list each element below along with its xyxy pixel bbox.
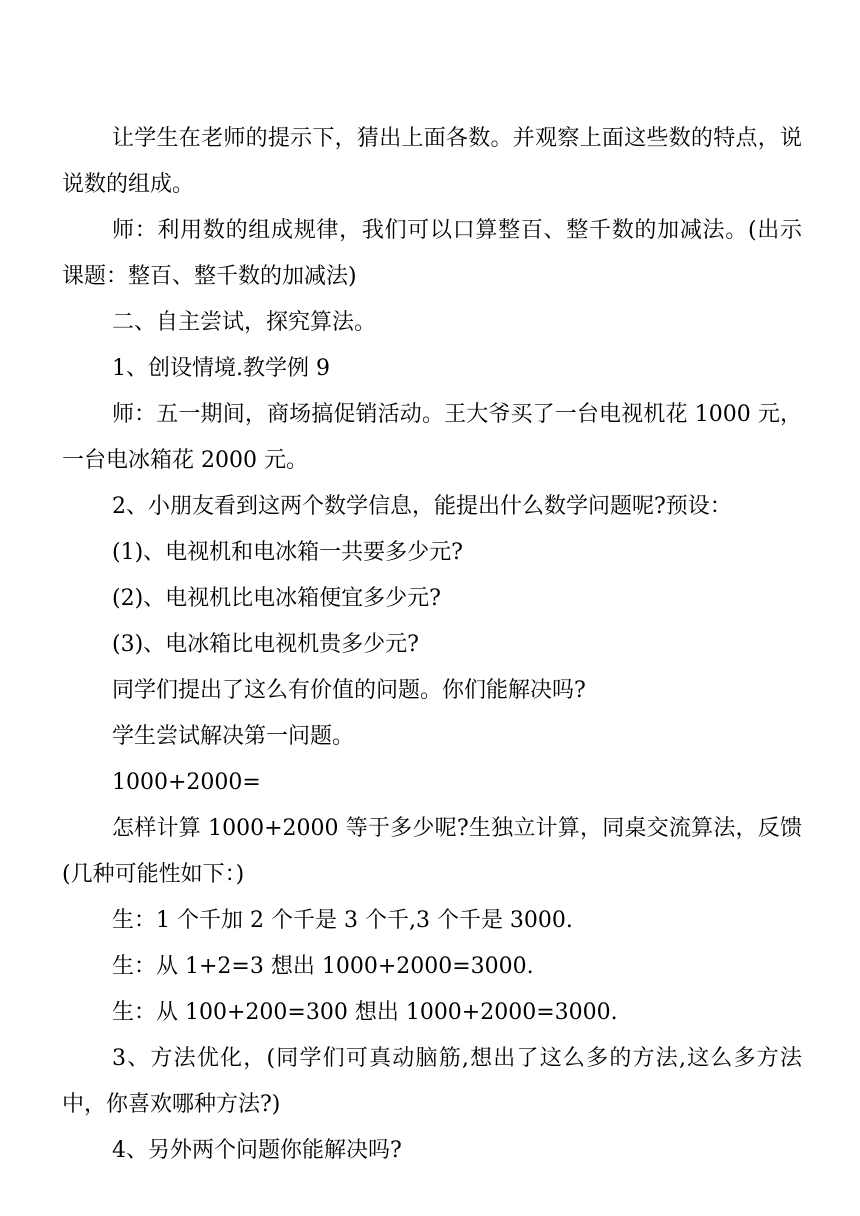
paragraph-how: 怎样计算 1000+2000 等于多少呢?生独立计算，同桌交流算法，反馈(几种可能性如下：) [62,816,802,887]
equation: 1000+2000= [112,770,261,795]
section-heading: 二、自主尝试，探究算法。 [112,310,377,335]
question-1: (1)、电视机和电冰箱一共要多少元? [112,540,463,565]
student-answer-3: 生：从 100+200=300 想出 1000+2000=3000. [112,1000,618,1025]
paragraph-scenario: 师：五一期间，商场搞促销活动。王大爷买了一台电视机花 1000 元，一台电冰箱花 2000 元。 [62,402,802,473]
student-answer-1: 生：1 个千加 2 个千是 3 个千,3 个千是 3000. [112,908,573,933]
student-answer-2: 生：从 1+2=3 想出 1000+2000=3000. [112,954,534,979]
paragraph-1: 让学生在老师的提示下，猜出上面各数。并观察上面这些数的特点，说说数的组成。 [62,126,802,197]
step-2-heading: 2、小朋友看到这两个数学信息，能提出什么数学问题呢?预设： [112,494,732,519]
document-body [62,116,802,1174]
step-3-heading: 3、方法优化，(同学们可真动脑筋,想出了这么多的方法,这么多方法中，你喜欢哪种方法?) [62,1046,802,1117]
paragraph-try: 学生尝试解决第一问题。 [112,724,355,749]
paragraph-2: 师：利用数的组成规律，我们可以口算整百、整千数的加减法。(出示课题：整百、整千数的加减法) [62,218,802,289]
question-3: (3)、电冰箱比电视机贵多少元? [112,632,419,657]
step-1-heading: 1、创设情境.教学例 9 [112,356,330,381]
paragraph-prompt: 同学们提出了这么有价值的问题。你们能解决吗? [112,678,586,703]
step-4-heading: 4、另外两个问题你能解决吗? [112,1138,402,1163]
question-2: (2)、电视机比电冰箱便宜多少元? [112,586,441,611]
